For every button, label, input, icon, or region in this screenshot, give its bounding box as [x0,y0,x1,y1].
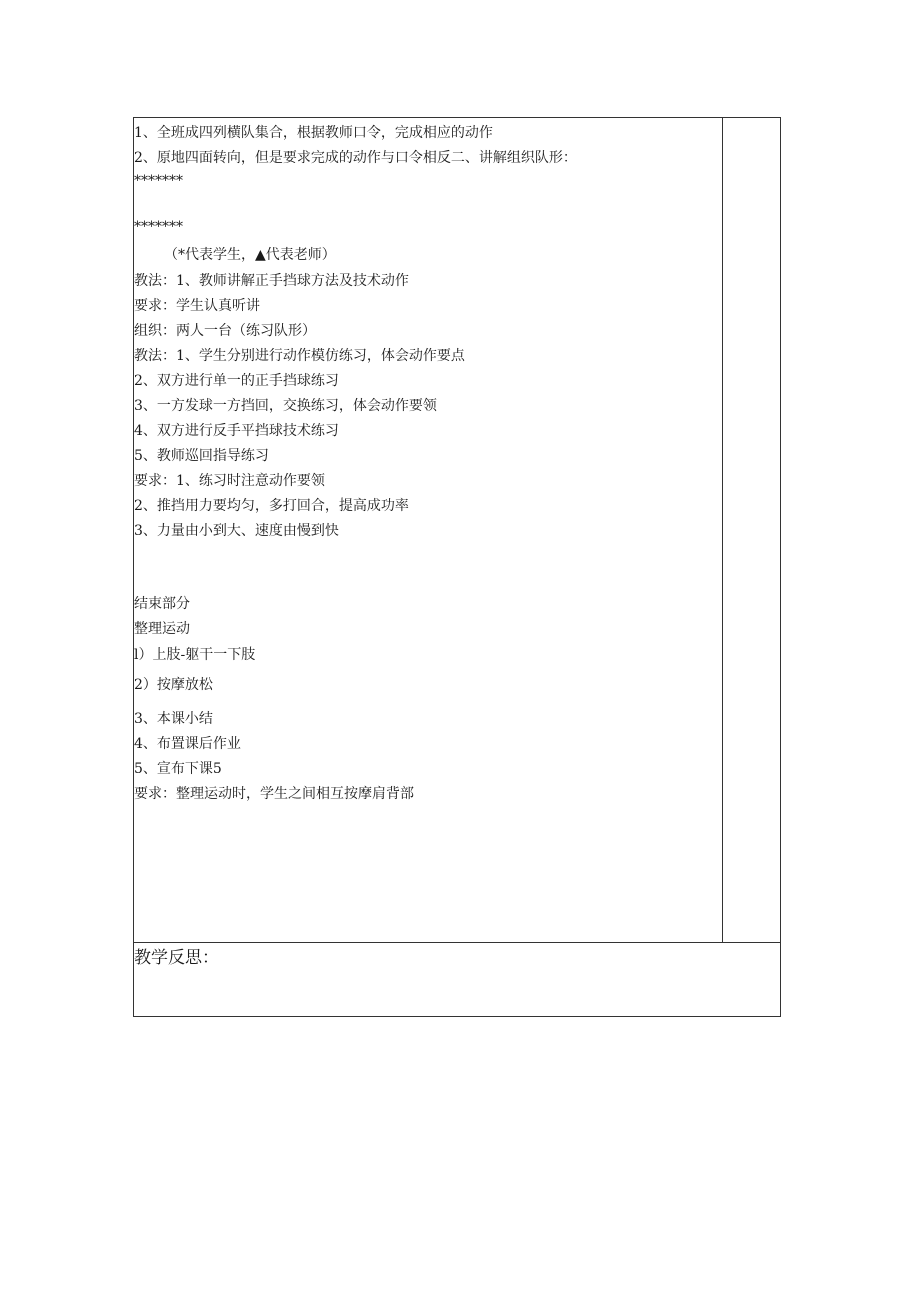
step-line: 2、原地四面转向，但是要求完成的动作与口令相反二、讲解组织队形： [134,150,577,166]
step-line: 4、双方进行反手平挡球技术练习 [134,423,339,439]
requirement-line: 要求：整理运动时，学生之间相互按摩肩背部 [134,786,414,802]
step-line: 2、双方进行单一的正手挡球练习 [134,373,339,389]
requirement-line: 要求：学生认真听讲 [134,298,260,314]
method-line: 教法：1、教师讲解正手挡球方法及技术动作 [134,273,409,289]
activity-line: l）上肢-躯干一下肢 [134,647,256,663]
step-line: 3、本课小结 [134,711,213,727]
requirement-line: 要求：1、练习时注意动作要领 [134,473,325,489]
formation-row: ******* [134,219,183,235]
step-line: 4、布置课后作业 [134,736,241,752]
formation-legend: （*代表学生，▲代表老师） [164,247,336,263]
row-divider [133,942,781,943]
activity-line: 整理运动 [134,621,190,637]
organization-line: 组织：两人一台（练习队形） [134,323,316,339]
formation-row: ******* [134,173,183,189]
column-divider [722,117,723,943]
section-heading: 结束部分 [134,596,190,612]
requirement-line: 3、力量由小到大、速度由慢到快 [134,523,339,539]
method-line: 教法：1、学生分别进行动作模仿练习，体会动作要点 [134,348,465,364]
activity-line: 2）按摩放松 [134,677,213,693]
step-line: 5、教师巡回指导练习 [134,448,269,464]
step-line: 3、一方发球一方挡回，交换练习，体会动作要领 [134,398,437,414]
step-line: 5、宣布下课5 [134,761,222,777]
step-line: 1、全班成四列横队集合，根据教师口令，完成相应的动作 [134,125,493,141]
teaching-reflection-label: 教学反思： [134,948,219,968]
requirement-line: 2、推挡用力要均匀，多打回合，提高成功率 [134,498,409,514]
